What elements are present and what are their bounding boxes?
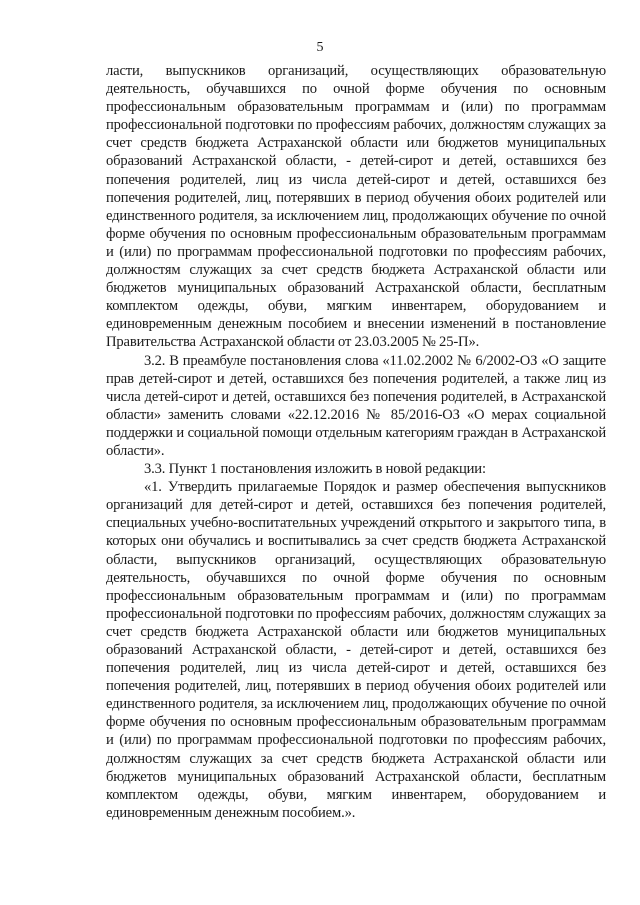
page-number: 5 <box>316 40 324 55</box>
paragraph-quoted-item-1: «1. Утвердить прилагаемые Порядок и размер обеспечения выпускников организаций для детей-сирот и детей, оставшихся без попечения родителей, специальных учебно-воспитательных учреждений открытого и закрытого типа, в которых они обучались и воспитывались за счет средств бюджета Астраханской области, выпускников организаций, осуществляющих образовательную деятельность, обучавшихся по очной форме обучения по основным профессиональным образовательным программам и (или) по программам профессиональной подготовки по профессиям рабочих, должностям служащих за счет средств бюджета Астраханской области или бюджетов муниципальных образований Астраханской области, - детей-сирот и детей, оставшихся без попечения родителей, лиц из числа детей-сирот и детей, оставшихся без попечения родителей, лиц, потерявших в период обучения обоих родителей или единственного родителя, за исключением лиц, продолжающих обучение по очной форме обучения по основным профессиональным образовательным программам и (или) по программам профессиональной подготовки по профессиям рабочих, должностям служащих за счет средств бюджета Астраханской области или бюджетов муниципальных образований Астраханской области, бесплатным комплектом одежды, обуви, мягким инвентарем, оборудованием и единовременным денежным пособием.». <box>106 479 606 821</box>
document-body <box>106 62 606 822</box>
paragraph-3-2: 3.2. В преамбуле постановления слова «11.02.2002 № 6/2002-ОЗ «О защите прав детей-сирот и детей, оставшихся без попечения родителей, а также лиц из числа детей-сирот и детей, оставшихся без попечения родителей, в Астраханской области» заменить словами «22.12.2016 № 85/2016-ОЗ «О мерах социальной поддержки и социальной помощи отдельным категориям граждан в Астраханской области». <box>106 352 606 459</box>
paragraph-3-3: 3.3. Пункт 1 постановления изложить в новой редакции: <box>144 461 486 478</box>
paragraph-continuation: ласти, выпускников организаций, осуществляющих образовательную деятельность, обучавшихся по очной форме обучения по основным профессиональным образовательным программам и (или) по программам профессиональной подготовки по профессиям рабочих, должностям служащих за счет средств бюджета Астраханской области или бюджетов муниципальных образований Астраханской области, - детей-сирот и детей, оставшихся без попечения родителей, лиц из числа детей-сирот и детей, оставшихся без попечения родителей, лиц, потерявших в период обучения обоих родителей или единственного родителя, за исключением лиц, продолжающих обучение по очной форме обучения по основным профессиональным образовательным программам и (или) по программам профессиональной подготовки по профессиям рабочих, должностям служащих за счет средств бюджета Астраханской области или бюджетов муниципальных образований Астраханской области, бесплатным комплектом одежды, обуви, мягким инвентарем, оборудованием и единовременным денежным пособием и внесении изменений в постановление Правительства Астраханской области от 23.03.2005 № 25-П». <box>106 63 606 351</box>
